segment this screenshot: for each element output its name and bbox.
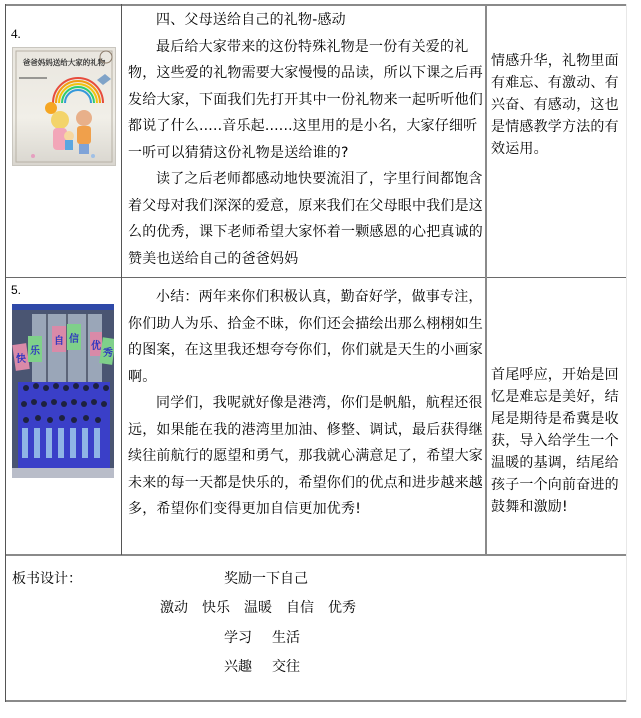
row-divider-2 (5, 554, 627, 556)
summary-paragraph: 小结：两年来你们积极认真，勤奋好学，做事专注，你们助人为乐、拾金不昧，你们还会描绘出那么栩栩如生的图案，在这里我还想夸夸你们，你们就是天生的小画家啊。 (128, 289, 483, 385)
keyword: 兴趣 (224, 659, 252, 675)
content-paragraph: 读了之后老师都感动地快要流泪了，字里行间都饱含着父母对我们深深的爱意，原来我们在父母眼中我们是这么的优秀，课下老师希望大家怀着一颗感恩的心把真诚的赞美也送给自己的爸爸妈妈 (128, 171, 483, 267)
board-keywords (160, 597, 356, 617)
svg-text:快: 快 (16, 354, 26, 365)
lesson-content (128, 7, 483, 272)
keyword: 温暖 (244, 600, 272, 616)
svg-text:自: 自 (54, 336, 64, 347)
class-group-photo (12, 304, 114, 478)
board-title: 奖励一下自己 (224, 571, 308, 587)
keyword: 交往 (272, 659, 300, 675)
board-design-label: 板书设计： (12, 571, 82, 587)
row-number: 4. (11, 26, 21, 41)
keyword: 自信 (286, 600, 314, 616)
board-row-study-life (224, 627, 300, 647)
column-divider-2 (485, 4, 487, 555)
svg-text:秀: 秀 (103, 348, 113, 359)
table-border-right (626, 4, 627, 702)
content-paragraph: 同学们，我呢就好像是港湾，你们是帆船，航程还很远，如果能在我的港湾里加油、修整、调试，最后获得继续往前航行的愿望和勇气，那我就心满意足了，希望大家未来的每一天都是快乐的，希望你们的优点和进步越来越多，希望你们变得更加自信更加优秀! (128, 395, 483, 517)
parents-rainbow-illustration (13, 48, 115, 165)
section-heading: 四、父母送给自己的礼物-感动 (156, 12, 346, 28)
row-number: 5. (11, 283, 22, 297)
keyword: 生活 (272, 630, 300, 646)
svg-text:爸爸妈妈送给大家的礼物: 爸爸妈妈送给大家的礼物 (22, 58, 106, 67)
design-note: 情感升华，礼物里面有难忘、有激动、有兴奋、有感动，这也是情感教学方法的有效运用。 (491, 53, 619, 157)
keyword: 快乐 (202, 600, 230, 616)
row-divider-1 (5, 277, 627, 278)
lesson-content (128, 284, 483, 523)
table-border-top (5, 4, 627, 6)
keyword: 学习 (224, 630, 252, 646)
content-paragraph: 最后给大家带来的这份特殊礼物是一份有关爱的礼物，这些爱的礼物需要大家慢慢的品读，所以下课之后再发给大家，下面我们先打开其中一份礼物来一起听听他们都说了什么.....音乐起......这里用的是小名，大家仔细听一听可以猜猜这份礼物是送给谁的? (128, 38, 483, 161)
keyword: 激动 (160, 600, 188, 616)
svg-text:信: 信 (69, 334, 79, 345)
table-border-bottom (5, 700, 627, 702)
table-border-left (5, 4, 6, 702)
svg-text:乐: 乐 (30, 346, 40, 357)
board-row-interest-social (224, 656, 300, 676)
svg-text:优: 优 (91, 341, 101, 352)
keyword: 优秀 (328, 600, 356, 616)
design-note: 首尾呼应，开始是回忆是难忘是美好，结尾是期待是希冀是收获，导入给学生一个温暖的基调，结尾给孩子一个向前奋进的鼓舞和激励! (491, 367, 619, 515)
column-divider-1 (121, 4, 122, 555)
class-photo-illustration (12, 304, 114, 478)
parents-gift-image (12, 47, 116, 166)
